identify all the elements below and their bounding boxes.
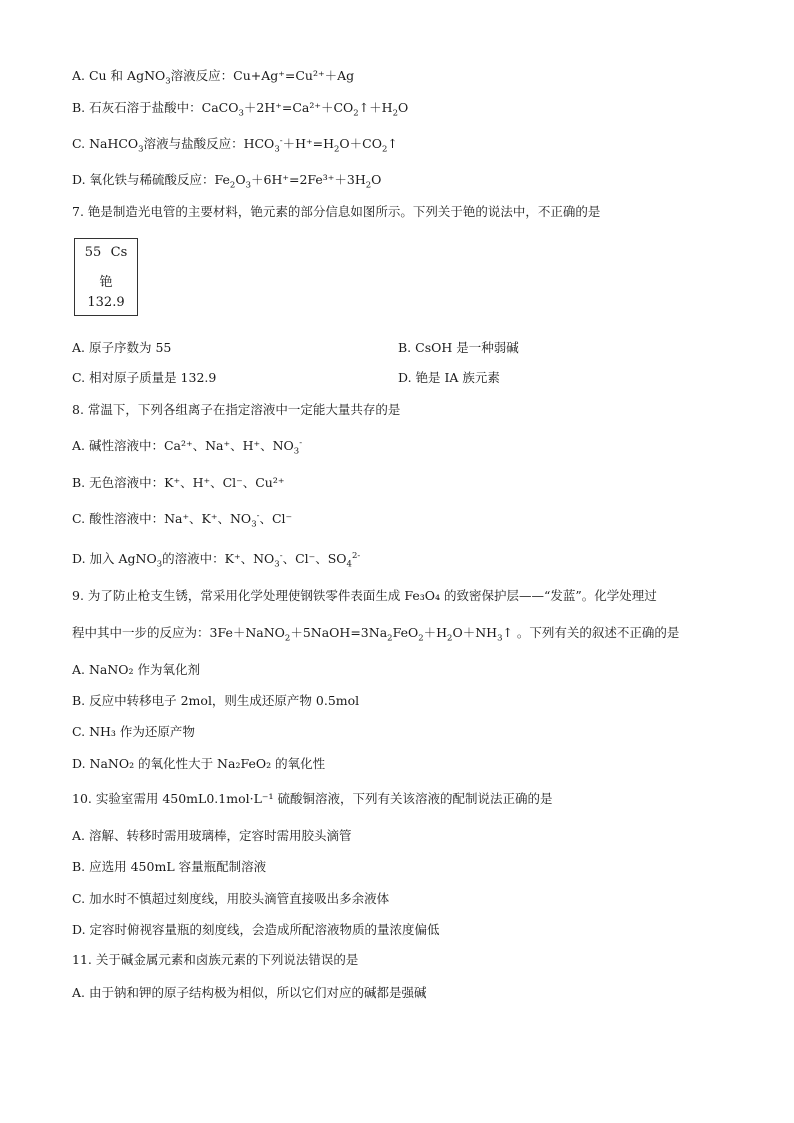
- q8-option-b: B. 无色溶液中：K⁺、H⁺、Cl⁻、Cu²⁺: [72, 475, 285, 490]
- q7-option-b: B. CsOH 是一种弱碱: [398, 340, 519, 355]
- atomic-mass: 132.9: [87, 295, 125, 310]
- q11-stem: 11. 关于碱金属元素和卤族元素的下列说法错误的是: [72, 952, 359, 967]
- q8-option-c: C. 酸性溶液中：Na⁺、K⁺、$NO_3^-$、Cl⁻: [72, 510, 293, 530]
- element-name: 铯: [99, 275, 113, 290]
- q7-stem: 7. 铯是制造光电管的主要材料，铯元素的部分信息如图所示。下列关于铯的说法中，不正确的是: [72, 204, 601, 219]
- q8-option-d: D. 加入 AgNO$_3$的溶液中：K⁺、$NO_3^-$、Cl⁻、$SO_4^{2-}$: [72, 550, 361, 570]
- q10-option-b: B. 应选用 450mL 容量瓶配制溶液: [72, 859, 267, 874]
- element-symbol: Cs: [110, 245, 128, 260]
- q9-option-c: C. NH₃ 作为还原产物: [72, 724, 195, 739]
- q7-option-c: C. 相对原子质量是 132.9: [72, 370, 217, 385]
- q9-option-b: B. 反应中转移电子 2mol，则生成还原产物 0.5mol: [72, 693, 360, 708]
- q6-option-c: C. NaHCO$_3$溶液与盐酸反应：$HCO_3^-+H^+=H_2O+CO_2↑$: [72, 135, 398, 155]
- q7-option-a: A. 原子序数为 55: [72, 340, 172, 355]
- q10-stem: 10. 实验室需用 450mL0.1mol·L⁻¹ 硫酸铜溶液，下列有关该溶液的配制说法正确的是: [72, 791, 553, 806]
- q10-option-a: A. 溶解、转移时需用玻璃棒，定容时需用胶头滴管: [72, 828, 352, 843]
- q11-option-a: A. 由于钠和钾的原子结构极为相似，所以它们对应的碱都是强碱: [72, 985, 427, 1000]
- q9-stem-line1: 9. 为了防止枪支生锈，常采用化学处理使钢铁零件表面生成 Fe₃O₄ 的致密保护层——“发蓝”。化学处理过: [72, 588, 657, 603]
- q6-option-d: D. 氧化铁与稀硫酸反应：$Fe_2O_3+6H^+=2Fe^{3+}+3H_2O$: [72, 172, 382, 191]
- q10-option-d: D. 定容时俯视容量瓶的刻度线，会造成所配溶液物质的量浓度偏低: [72, 922, 440, 937]
- q6-option-a: A. Cu 和 AgNO$_3$溶液反应：Cu+Ag⁺=Cu²⁺＋Ag: [72, 68, 355, 87]
- q6-option-b: B. 石灰石溶于盐酸中：$CaCO_3+2H^+=Ca^{2+}+CO_2↑+H_2O$: [72, 100, 409, 119]
- q9-option-d: D. NaNO₂ 的氧化性大于 Na₂FeO₂ 的氧化性: [72, 756, 326, 771]
- element-cell-cs: [74, 238, 138, 316]
- q9-stem-line2: 程中其中一步的反应为：$3Fe+NaNO_2+5NaOH=3Na_2FeO_2+H_2O+NH_3↑$ 。下列有关的叙述不正确的是: [72, 625, 680, 644]
- q10-option-c: C. 加水时不慎超过刻度线，用胶头滴管直接吸出多余液体: [72, 891, 390, 906]
- q9-option-a: A. NaNO₂ 作为氧化剂: [72, 662, 201, 677]
- q7-option-d: D. 铯是 IA 族元素: [398, 370, 500, 385]
- q8-stem: 8. 常温下，下列各组离子在指定溶液中一定能大量共存的是: [72, 402, 401, 417]
- atomic-number: 55: [84, 245, 102, 260]
- q8-option-a: A. 碱性溶液中：Ca²⁺、Na⁺、H⁺、$NO_3^-$: [72, 437, 303, 457]
